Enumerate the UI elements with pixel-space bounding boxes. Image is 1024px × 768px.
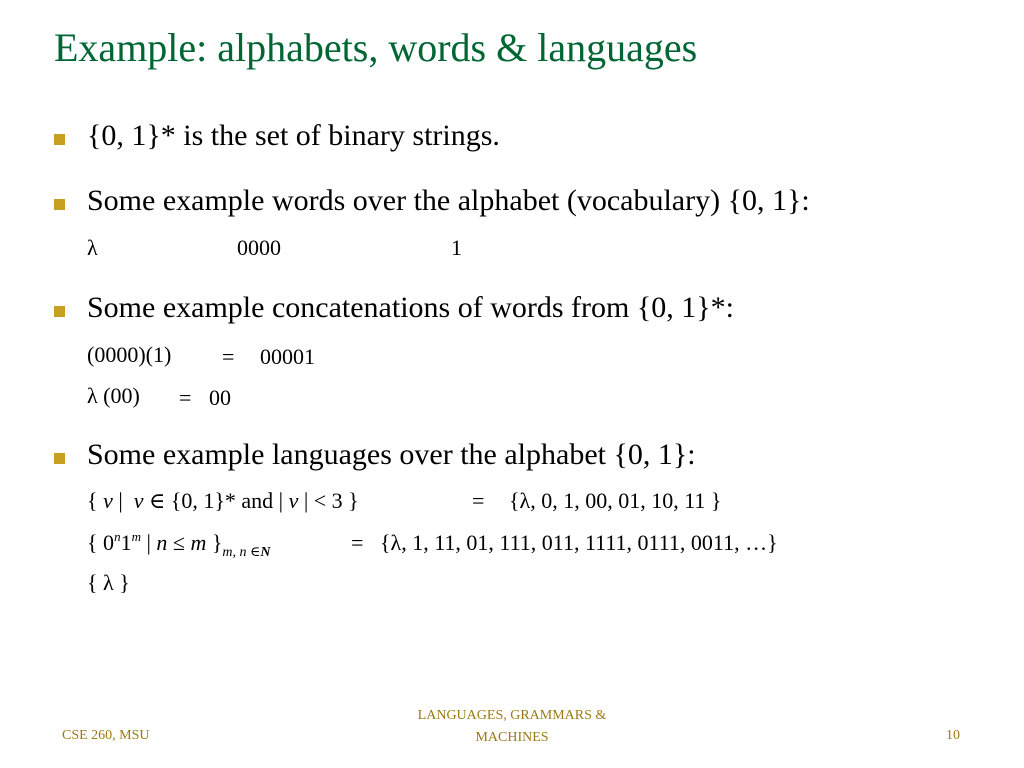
concat-1-eq: = <box>222 344 235 369</box>
concat-2-lhs: λ (00) <box>87 383 140 408</box>
language-3: { λ } <box>87 570 130 595</box>
example-word-lambda: λ <box>87 235 98 260</box>
language-2-rhs: {λ, 1, 11, 01, 111, 011, 1111, 0111, 0011, …} <box>380 530 778 555</box>
concat-2-rhs: 00 <box>209 385 231 410</box>
language-2-eq: = <box>351 530 364 555</box>
bullet-marker <box>54 134 65 145</box>
footer-title: LANGUAGES, GRAMMARS & MACHINES <box>417 708 607 745</box>
bullet-marker <box>54 199 65 210</box>
language-1-rhs: {λ, 0, 1, 00, 01, 10, 11 } <box>509 488 722 513</box>
concat-1-rhs: 00001 <box>260 344 315 369</box>
slide-title: Example: alphabets, words & languages <box>54 25 698 70</box>
bullet-text-3: Some example concatenations of words from {0, 1}*: <box>87 291 734 324</box>
footer-page-number: 10 <box>946 728 960 743</box>
concat-2-eq: = <box>179 385 192 410</box>
bullet-marker <box>54 306 65 317</box>
language-1: { v | v ∈ {0, 1}* and | v | < 3 } <box>87 488 359 513</box>
bullet-text-1: {0, 1}* is the set of binary strings. <box>87 119 500 152</box>
bullet-text-4: Some example languages over the alphabet {0, 1}: <box>87 438 696 471</box>
example-word-1: 1 <box>451 235 462 260</box>
bullet-marker <box>54 453 65 464</box>
concat-1-lhs: (0000)(1) <box>87 342 172 367</box>
language-2: { 0$^n$1$^m$ | n ≤ m }$_{m, n \in N}$ <box>87 529 271 560</box>
example-word-0000: 0000 <box>237 235 281 260</box>
bullet-text-2: Some example words over the alphabet (vocabulary) {0, 1}: <box>87 184 810 217</box>
footer-course: CSE 260, MSU <box>62 728 150 743</box>
language-1-eq: = <box>472 488 485 513</box>
